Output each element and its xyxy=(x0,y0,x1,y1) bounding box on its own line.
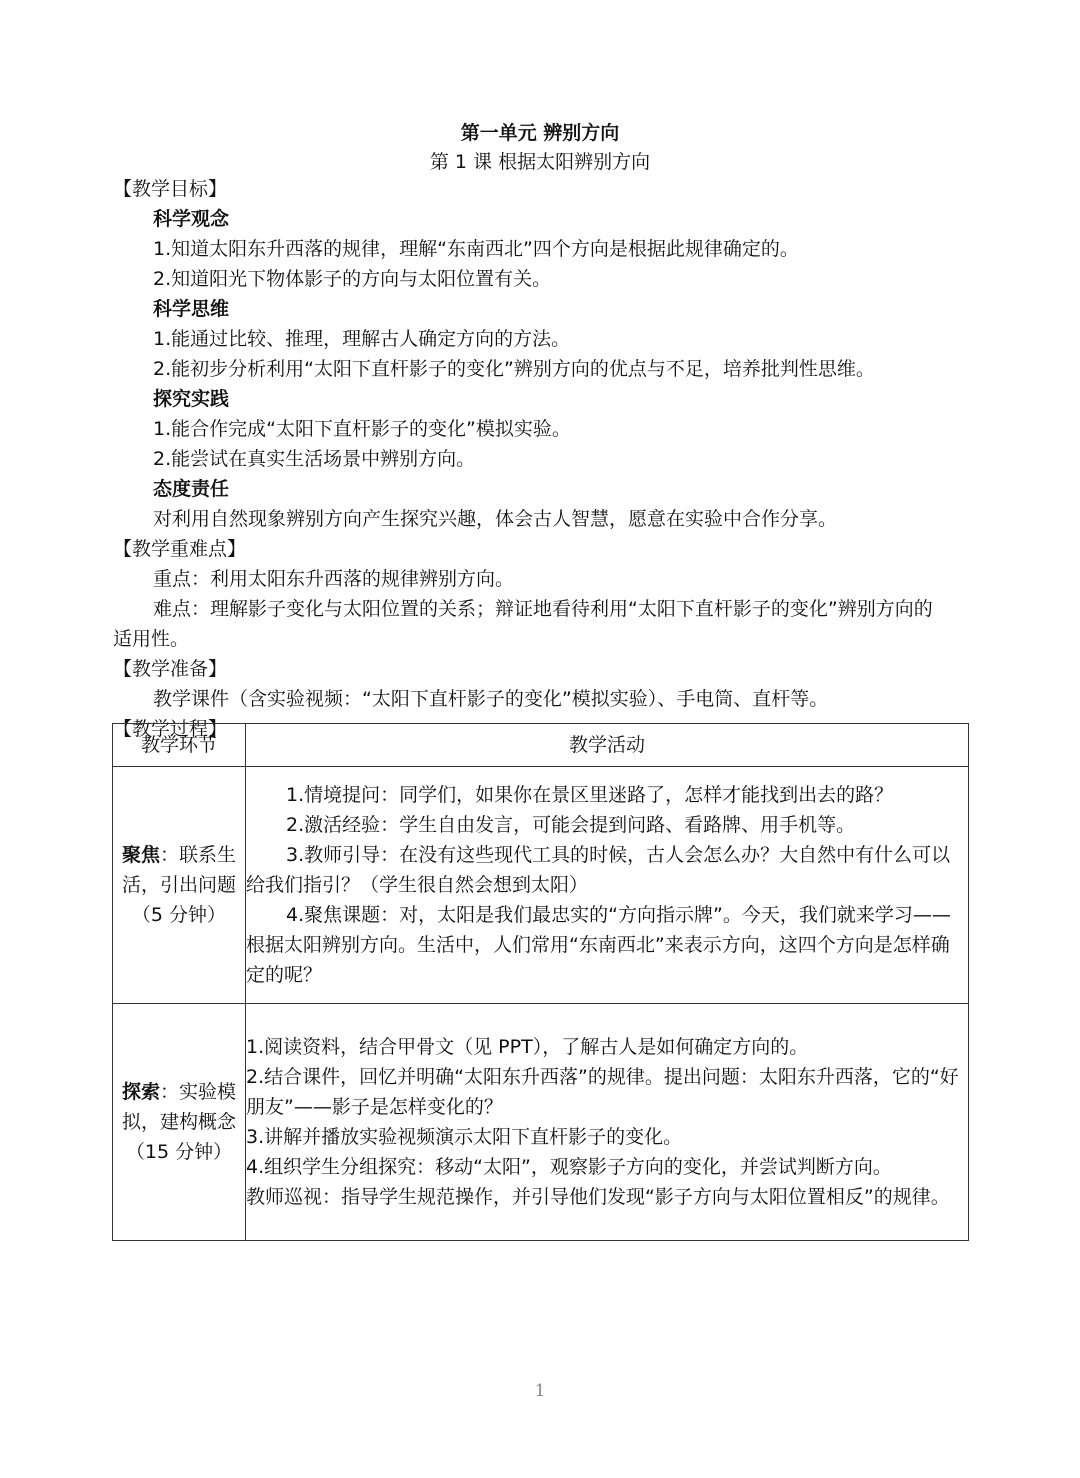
stage-cell xyxy=(113,767,246,1004)
keypoints-heading: 【教学重难点】 xyxy=(113,538,247,560)
column-header-activity: 教学活动 xyxy=(246,724,969,767)
table-row xyxy=(113,767,969,1004)
activity-line: 2.激活经验：学生自由发言，可能会提到问路、看路牌、用手机等。 xyxy=(286,814,856,836)
stage-duration: （15 分钟） xyxy=(125,1141,233,1163)
concept-item-1: 1.知道太阳东升西落的规律，理解“东南西北”四个方向是根据此规律确定的。 xyxy=(153,238,799,260)
concept-item-2: 2.知道阳光下物体影子的方向与太阳位置有关。 xyxy=(153,268,552,290)
table-header-row xyxy=(113,724,969,767)
practice-item-2: 2.能尝试在真实生活场景中辨别方向。 xyxy=(153,448,476,470)
keypoint-difficult: 难点：理解影子变化与太阳位置的关系；辩证地看待利用“太阳下直杆影子的变化”辨别方向的 xyxy=(153,598,933,620)
objectives-heading: 【教学目标】 xyxy=(113,178,228,200)
column-header-stage: 教学环节 xyxy=(113,724,246,767)
stage-cell xyxy=(113,1004,246,1241)
activity-line: 2.结合课件，回忆并明确“太阳东升西落”的规律。提出问题：太阳东升西落，它的“好朋友”——影子是怎样变化的？ xyxy=(246,1066,959,1118)
activity-line: 3.教师引导：在没有这些现代工具的时候，古人会怎么办？大自然中有什么可以给我们指引？（学生很自然会想到太阳） xyxy=(246,844,951,896)
thinking-item-2: 2.能初步分析利用“太阳下直杆影子的变化”辨别方向的优点与不足，培养批判性思维。 xyxy=(153,358,875,380)
stage-name: 聚焦 xyxy=(121,844,160,866)
page-number: 1 xyxy=(534,1381,546,1401)
stage-duration: （5 分钟） xyxy=(131,904,227,926)
keypoint-key: 重点：利用太阳东升西落的规律辨别方向。 xyxy=(153,568,515,590)
process-table xyxy=(112,723,969,1241)
lesson-plan-body xyxy=(113,174,968,744)
activity-line: 4.聚焦课题：对，太阳是我们最忠实的“方向指示牌”。今天，我们就来学习——根据太阳辨别方向。生活中，人们常用“东南西北”来表示方向，这四个方向是怎样确定的呢？ xyxy=(246,904,951,986)
lesson-title: 第 1 课 根据太阳辨别方向 xyxy=(429,151,651,173)
practice-item-1: 1.能合作完成“太阳下直杆影子的变化”模拟实验。 xyxy=(153,418,571,440)
process-heading: 【教学过程】 xyxy=(113,718,228,740)
activity-line: 1.阅读资料，结合甲骨文（见 PPT），了解古人是如何确定方向的。 xyxy=(246,1036,809,1058)
stage-name: 探索 xyxy=(121,1081,160,1103)
table-row xyxy=(113,1004,969,1241)
unit-title: 第一单元 辨别方向 xyxy=(460,122,620,144)
concept-label: 科学观念 xyxy=(153,208,230,230)
attitude-item-1: 对利用自然现象辨别方向产生探究兴趣，体会古人智慧，愿意在实验中合作分享。 xyxy=(153,508,838,530)
thinking-item-1: 1.能通过比较、推理，理解古人确定方向的方法。 xyxy=(153,328,571,350)
preparation-heading: 【教学准备】 xyxy=(113,658,228,680)
activity-line: 3.讲解并播放实验视频演示太阳下直杆影子的变化。 xyxy=(246,1126,683,1148)
stage-description: ：实验模拟，建构概念 xyxy=(121,1081,237,1133)
activity-cell xyxy=(246,767,969,1004)
preparation-text: 教学课件（含实验视频：“太阳下直杆影子的变化”模拟实验）、手电筒、直杆等。 xyxy=(153,688,829,710)
activity-line: 1.情境提问：同学们，如果你在景区里迷路了，怎样才能找到出去的路？ xyxy=(286,784,894,806)
activity-line: 教师巡视：指导学生规范操作，并引导他们发现“影子方向与太阳位置相反”的规律。 xyxy=(246,1186,950,1208)
activity-line: 4.组织学生分组探究：移动“太阳”，观察影子方向的变化，并尝试判断方向。 xyxy=(246,1156,892,1178)
stage-description: ：联系生活，引出问题 xyxy=(121,844,237,896)
keypoint-difficult-cont: 适用性。 xyxy=(113,628,190,650)
activity-cell xyxy=(246,1004,969,1241)
practice-label: 探究实践 xyxy=(153,388,230,410)
thinking-label: 科学思维 xyxy=(153,298,230,320)
attitude-label: 态度责任 xyxy=(153,478,230,500)
